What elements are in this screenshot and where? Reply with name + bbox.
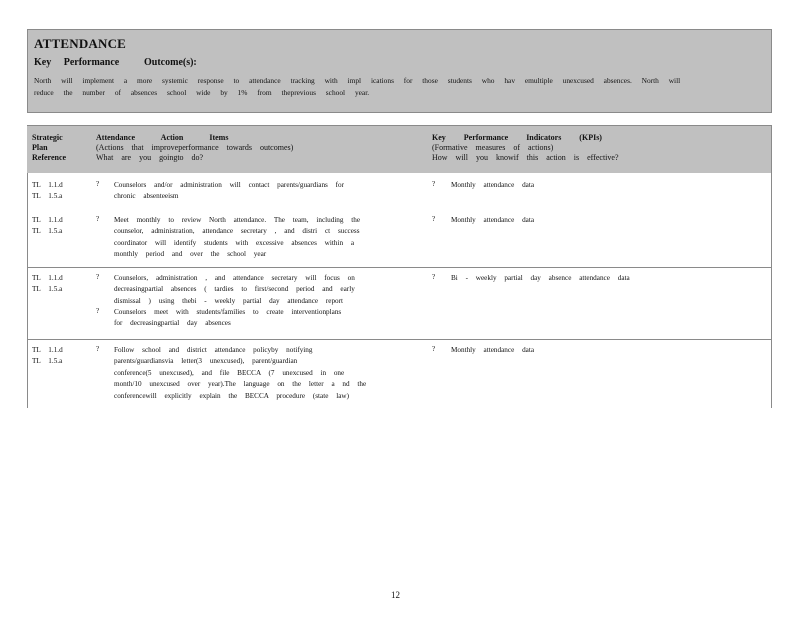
- outcome-line: North will implement a more systemic response to attendance tracking with impl ications for those students who hav emultiple unexcused absences. North will: [34, 76, 681, 85]
- table-row-ref: TL 1.1.d TL 1.5.a: [32, 274, 63, 294]
- action-item: Follow school and district attendance policyby notifying parents/guardiansvia letter(3 unexcused), parent/guardian conference(5 unexcused), and file BECCA (7 unexcused in one month/10 unexcused over year).The language on the letter a nd the conferencewill explicitly explain the BECCA procedure (state law): [114, 346, 367, 400]
- row-divider: [27, 267, 771, 268]
- page-number: 12: [391, 590, 400, 600]
- outcome-text: [34, 75, 754, 99]
- table-header: [27, 126, 771, 173]
- action-item: Counselors and/or administration will contact parents/guardians for chronic absenteeism: [114, 181, 345, 201]
- row-divider: [27, 339, 771, 340]
- bullet-glyph: ?: [432, 273, 436, 281]
- kpi-item: Monthly attendance data: [451, 346, 535, 354]
- bullet-glyph: ?: [96, 180, 100, 188]
- page-title: ATTENDANCE: [34, 36, 127, 51]
- action-item: Counselors meet with students/families to create interventionplans for decreasingpartial day absences: [114, 308, 342, 328]
- kpi-item: Monthly attendance data: [451, 216, 535, 224]
- outcome-header-box: [27, 29, 772, 113]
- action-item: Meet monthly to review North attendance. The team, including the counselor, administration, attendance secretary , and distri ct success coordinator will identify students with excessive absences within a monthly period and over the school year: [114, 216, 361, 259]
- bullet-glyph: ?: [432, 215, 436, 223]
- kpi-item: Monthly attendance data: [451, 181, 535, 189]
- bullet-glyph: ?: [432, 345, 436, 353]
- table-row-ref: TL 1.1.d TL 1.5.a: [32, 346, 63, 366]
- bullet-glyph: ?: [96, 215, 100, 223]
- bullet-glyph: ?: [432, 180, 436, 188]
- bullet-glyph: ?: [96, 273, 100, 281]
- kpo-label: Key Performance: [34, 57, 120, 68]
- action-items-header: Attendance Action Items (Actions that improveperformance towards outcomes) What are you goingto do?: [96, 133, 294, 162]
- bullet-glyph: ?: [96, 345, 100, 353]
- action-item: Counselors, administration , and attendance secretary will focus on decreasingpartial absences ( tardies to first/second period and early dismissal ) using thebi - weekly partial day attendance report: [114, 274, 355, 305]
- kpi-header: Key Performance Indicators (KPIs) (Formative measures of actions) How will you knowif this action is effective?: [432, 133, 619, 162]
- outcome-line: reduce the number of absences school wide by 1% from theprevious school year.: [34, 88, 370, 97]
- bullet-glyph: ?: [96, 307, 100, 315]
- kpi-item: Bi - weekly partial day absence attendance data: [451, 274, 630, 282]
- table-row-ref: TL 1.1.d TL 1.5.a: [32, 216, 63, 236]
- table-row-ref: TL 1.1.d TL 1.5.a: [32, 181, 63, 201]
- strategic-plan-header: Strategic Plan Reference: [32, 133, 67, 162]
- kpo-outcome-label: Outcome(s):: [144, 57, 197, 68]
- action-table: [27, 125, 772, 408]
